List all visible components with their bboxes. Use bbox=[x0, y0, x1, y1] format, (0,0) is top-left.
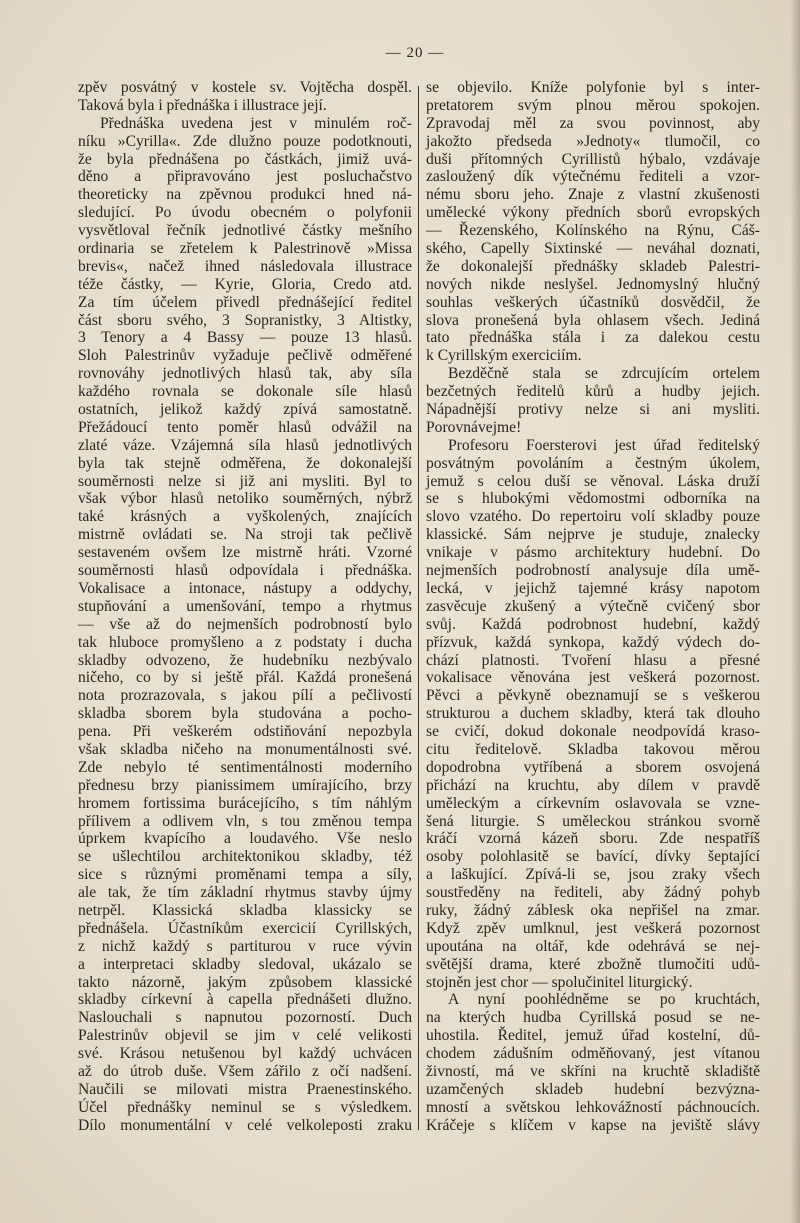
text-line: mistrně ovládati se. Na stroji tak pečlivě bbox=[78, 526, 412, 544]
text-line: Porovnávejme! bbox=[426, 418, 522, 436]
text-line: Zde nebylo té sentimentálnosti moderního bbox=[78, 758, 412, 776]
text-line: nota prozrazovala, s jakou pílí a pečlivostí bbox=[78, 687, 412, 705]
text-line: níku »Cyrilla«. Zde dlužno pouze podotknouti, bbox=[78, 132, 412, 150]
text-line: pretatorem svým plnou měrou spokojen. bbox=[426, 96, 760, 114]
text-line: rovnováhy jednotlivých hlasů tak, aby síla bbox=[78, 365, 412, 383]
text-line: své. Krásou netušenou byl každý uchvácen bbox=[78, 1045, 412, 1063]
text-line: sice s různými proměnami tempa a síly, bbox=[78, 866, 412, 884]
text-line: svůj. Každá podrobnost hudební, každý bbox=[426, 615, 760, 633]
text-line: Kráčeje s klíčem v kapse na jeviště slávy bbox=[426, 1116, 760, 1134]
text-line: zasvěcuje zkušený a výtečně cvičený sbor bbox=[426, 597, 760, 615]
text-line: stojněn jest chor — spolučinitel liturgický. bbox=[426, 973, 693, 991]
text-line: přílivem a odlivem vln, s tou změnou tempa bbox=[78, 812, 412, 830]
text-line: souměrnosti nelze si již ani mysliti. Byl to bbox=[78, 472, 412, 490]
text-line: Přednáška uvedena jest v minulém roč- bbox=[100, 114, 412, 132]
page-number: — 20 — bbox=[385, 45, 445, 61]
text-line: se objevilo. Kníže polyfonie byl s inter- bbox=[426, 79, 760, 96]
text-line: až do útrob duše. Všem zářilo z očí nadšení. bbox=[78, 1062, 412, 1080]
text-line: přízvuk, každá synkopa, každý výdech do- bbox=[426, 633, 760, 651]
page-edge-shadow bbox=[790, 0, 800, 1223]
text-line: přednesu brzy pianissimem umírajícího, brzy bbox=[78, 776, 412, 794]
text-line: šená liturgie. S uměleckou stránkou svorně bbox=[426, 812, 760, 830]
text-line: Za tím účelem přivedl přednášející ředitel bbox=[78, 293, 412, 311]
text-line: A nyní poohlédněme se po kruchtách, bbox=[448, 991, 760, 1009]
text-line: přichází na kruchtu, aby dílem v pravdě bbox=[426, 776, 760, 794]
text-line: a laškující. Zpívá-li se, jsou zraky všech bbox=[426, 866, 760, 884]
text-line: Sloh Palestrinův vyžaduje pečlivě odměřené bbox=[78, 347, 412, 365]
text-line: skladby církevní à capella přednášeti dlužno. bbox=[78, 991, 412, 1009]
text-line: nému sboru jeho. Znaje z vlastní zkušenosti bbox=[426, 186, 760, 204]
text-line: bezčetných ředitelů kůrů a hudby jejich. bbox=[426, 383, 760, 401]
text-line: Vokalisace a intonace, nástupy a oddychy, bbox=[78, 579, 412, 597]
text-line: souměrnosti hlasů odpovídala i přednáška. bbox=[78, 562, 412, 580]
text-line: pena. Při veškerém odstiňování nepozbyla bbox=[78, 723, 412, 741]
text-line: byla tak stejně odměřena, že dokonalejší bbox=[78, 454, 412, 472]
text-line: ordinaria se zřetelem k Palestrinově »Missa bbox=[78, 240, 412, 258]
text-line: lecká, v jejichž tajemné krásy napotom bbox=[426, 579, 760, 597]
text-line: tato přednáška stála i za dalekou cestu bbox=[426, 329, 760, 347]
text-line: upoutána na oltář, kde odehrává se nej- bbox=[426, 937, 760, 955]
paragraph bbox=[426, 991, 760, 1134]
text-line: tak hluboce promyšleno a z podstaty i ducha bbox=[78, 633, 412, 651]
text-line: vnikaje v pásmo architektury hudební. Do bbox=[426, 544, 760, 562]
text-line: takto názorně, jakým způsobem klassické bbox=[78, 973, 412, 991]
paragraph bbox=[78, 115, 412, 1135]
text-line: skladba sborem byla studována a pocho- bbox=[78, 705, 412, 723]
paragraph bbox=[426, 79, 760, 365]
text-line: nových nikde neslyšel. Jednomyslný hlučný bbox=[426, 275, 760, 293]
text-line: ničeho, co by si ještě přál. Každá pronešená bbox=[78, 669, 412, 687]
text-line: úprkem kvapícího a loudavého. Vše neslo bbox=[78, 830, 412, 848]
text-line: vokalisace věnována jest veškerá pozornost. bbox=[426, 669, 760, 687]
text-line: osoby polohlasitě se bavící, dívky šeptající bbox=[426, 848, 760, 866]
text-line: a interpretaci skladby sledoval, ukázalo se bbox=[78, 955, 412, 973]
text-line: se ušlechtilou architektonikou skladby, též bbox=[78, 848, 412, 866]
text-line: netrpěl. Klassická skladba klassicky se bbox=[78, 901, 412, 919]
text-line: — Řezenského, Kolínského na Rýnu, Cáš- bbox=[426, 222, 760, 240]
text-line: Nápadnější protivy nelze si ani mysliti. bbox=[426, 401, 760, 419]
text-line: světější drama, které zbožně tlumočiti udů- bbox=[426, 955, 760, 973]
text-line: část sboru svého, 3 Sopranistky, 3 Altistky, bbox=[78, 311, 412, 329]
text-line: však skladba ničeho na monumentálnosti své. bbox=[78, 740, 412, 758]
text-line: sestaveném ovšem lze mistrně hráti. Vzorné bbox=[78, 544, 412, 562]
text-line: 3 Tenory a 4 Bassy — pouze 13 hlasů. bbox=[78, 329, 412, 347]
text-line: uzamčených skladeb hudební bezvýzna- bbox=[426, 1080, 760, 1098]
text-line: mností a světskou lehkovážností páchnoucích. bbox=[426, 1098, 760, 1116]
text-line: Účel přednášky neminul se s výsledkem. bbox=[78, 1098, 412, 1116]
text-line: uhostila. Ředitel, jemuž úřad kostelní, dů- bbox=[426, 1027, 760, 1045]
text-line: zlaté váze. Vzájemná síla hlasů jednotlivých bbox=[78, 436, 412, 454]
text-line: však výbor hlasů netoliko souměrných, nýbrž bbox=[78, 490, 412, 508]
text-line: ského, Capelly Sixtinské — neváhal doznati, bbox=[426, 240, 760, 258]
text-line: že byla přednášena po částkách, jimiž uvá- bbox=[78, 150, 412, 168]
right-text-column bbox=[426, 79, 760, 1135]
text-line: Dílo monumentální v celé velkoleposti zraku bbox=[78, 1116, 412, 1134]
text-line: Profesoru Foersterovi jest úřad ředitelský bbox=[448, 436, 760, 454]
text-line: chází platnosti. Tvoření hlasu a přesné bbox=[426, 651, 760, 669]
text-line: klassické. Sám nejprve je studuje, znalecky bbox=[426, 526, 760, 544]
text-line: souhlas veškerých účastníků dosvědčil, že bbox=[426, 293, 760, 311]
text-line: ruky, žádný záblesk oka nepřišel na zmar. bbox=[426, 901, 760, 919]
column-divider bbox=[418, 86, 419, 1130]
text-line: Palestrinův objevil se jim v celé velikosti bbox=[78, 1027, 412, 1045]
text-line: Zpravodaj měl za svou povinnost, aby bbox=[426, 114, 760, 132]
text-line: Bezděčně stala se zdrcujícím ortelem bbox=[448, 365, 760, 383]
text-line: citu ředitelově. Skladba takovou měrou bbox=[426, 740, 760, 758]
text-line: slovo vzatého. Do repertoiru volí skladby pouze bbox=[426, 508, 760, 526]
text-line: vysvětloval řečník jednotlivé částky mešního bbox=[78, 222, 412, 240]
text-line: Naslouchali s napnutou pozorností. Duch bbox=[78, 1009, 412, 1027]
text-line: z nichž každý s partiturou v ruce vývin bbox=[78, 937, 412, 955]
text-line: theoreticky na zpěvnou produkci hned ná- bbox=[78, 186, 412, 204]
text-line: Taková byla i přednáška i illustrace její. bbox=[78, 96, 327, 114]
paragraph bbox=[78, 79, 412, 115]
text-line: zpěv posvátný v kostele sv. Vojtěcha dospěl. bbox=[78, 79, 412, 96]
text-line: uměleckým a církevním oslavovala se vzne- bbox=[426, 794, 760, 812]
paragraph bbox=[426, 365, 760, 437]
text-line: duši přítomných Cyrillistů hýbalo, vzdávaje bbox=[426, 150, 760, 168]
text-line: Když zpěv umlknul, jest veškerá pozornost bbox=[426, 919, 760, 937]
text-line: brevis«, načež ihned následovala illustrace bbox=[78, 257, 412, 275]
text-line: na kterých hudba Cyrillská posud se ne- bbox=[426, 1009, 760, 1027]
text-line: Naučili se milovati mistra Praenestinského. bbox=[78, 1080, 412, 1098]
text-line: soustředěny na řediteli, aby žádný pohyb bbox=[426, 884, 760, 902]
text-line: stupňování a umenšování, tempo a rhytmus bbox=[78, 597, 412, 615]
paragraph bbox=[426, 437, 760, 992]
text-line: umělecké výkony předních sborů evropských bbox=[426, 204, 760, 222]
text-line: jemuž s celou duší se věnoval. Láska druží bbox=[426, 472, 760, 490]
text-line: se cvičí, dokud dokonale neodpovídá kraso- bbox=[426, 723, 760, 741]
text-line: živností, má ve skříni na kruchtě skladiště bbox=[426, 1062, 760, 1080]
text-line: strukturou a duchem skladby, která tak dlouho bbox=[426, 705, 760, 723]
text-line: děno a připravováno jest posluchačstvo bbox=[78, 168, 412, 186]
text-line: k Cyrillským exerciciím. bbox=[426, 347, 582, 365]
text-line: chodem zádušním odměňovaný, jest vítanou bbox=[426, 1045, 760, 1063]
text-line: nejmenších podrobností analysuje díla umě- bbox=[426, 562, 760, 580]
text-line: téže částky, — Kyrie, Gloria, Credo atd. bbox=[78, 275, 412, 293]
text-line: že dokonalejší přednášky skladeb Palestri- bbox=[426, 257, 760, 275]
text-line: slova pronešená byla ohlasem všech. Jediná bbox=[426, 311, 760, 329]
text-line: hromem fortissima burácejícího, s tím náhlým bbox=[78, 794, 412, 812]
text-line: sledující. Po úvodu obecném o polyfonii bbox=[78, 204, 412, 222]
left-text-column bbox=[78, 79, 412, 1135]
text-line: se s hlubokými vědomostmi odborníka na bbox=[426, 490, 760, 508]
text-line: skladby odvozeno, že hudebníku nezbývalo bbox=[78, 651, 412, 669]
text-line: zasloužený dík výtečnému řediteli a vzor- bbox=[426, 168, 760, 186]
text-line: dopodrobna vytříbená a sborem osvojená bbox=[426, 758, 760, 776]
text-line: každého rovnala se dokonale síle hlasů bbox=[78, 383, 412, 401]
text-line: jakožto předseda »Jednoty« tlumočil, co bbox=[426, 132, 760, 150]
text-line: — vše až do nejmenších podrobností bylo bbox=[78, 615, 412, 633]
text-line: Přežádoucí tento poměr hlasů odvážil na bbox=[78, 418, 412, 436]
text-line: také krásných a vyškolených, znajících bbox=[78, 508, 412, 526]
text-line: přednášela. Účastníkům exercicií Cyrillských, bbox=[78, 919, 412, 937]
text-line: kráčí vzorná kázeň sboru. Zde nespatříš bbox=[426, 830, 760, 848]
text-line: ostatních, jelikož každý zpívá samostatně. bbox=[78, 401, 412, 419]
text-line: posvátným povoláním a čestným úkolem, bbox=[426, 454, 760, 472]
text-line: ale tak, že tím základní rhytmus stavby újmy bbox=[78, 884, 412, 902]
text-line: Pěvci a pěvkyně obeznamují se s veškerou bbox=[426, 687, 760, 705]
